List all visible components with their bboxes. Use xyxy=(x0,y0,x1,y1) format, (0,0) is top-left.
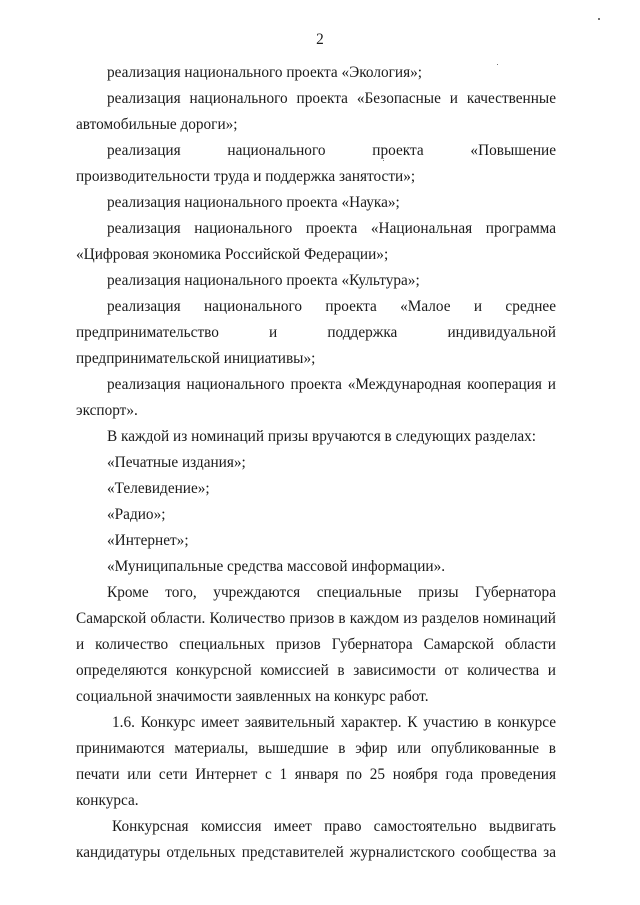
paragraph-section-tv: «Телевидение»; xyxy=(107,480,210,497)
paragraph-project-productivity: реализация национального проекта «Повышение производительности труда и поддержка занятости»; xyxy=(76,142,556,185)
page-number: 2 xyxy=(316,31,324,48)
paragraph-project-small-business: реализация национального проекта «Малое и среднее предпринимательство и поддержка индивидуальной предпринимательской инициативы»; xyxy=(76,298,556,367)
paragraph-project-export: реализация национального проекта «Международная кооперация и экспорт». xyxy=(76,376,556,419)
scan-speck xyxy=(598,18,600,20)
paragraph-section-print: «Печатные издания»; xyxy=(107,454,246,471)
paragraph-project-roads: реализация национального проекта «Безопасные и качественные автомобильные дороги»; xyxy=(76,90,556,133)
paragraph-special-prizes: Кроме того, учреждаются специальные призы Губернатора Самарской области. Количество призов в каждом из разделов номинаций и количество специальных призов Губернатора Самарской области определяются конкурсной комиссией в зависимости от количества и социальной значимости заявленных на конкурс работ. xyxy=(76,584,556,705)
paragraph-sections-intro: В каждой из номинаций призы вручаются в следующих разделах: xyxy=(107,428,537,445)
paragraph-clause-1-6: 1.6. Конкурс имеет заявительный характер. К участию в конкурсе принимаются материалы, вышедшие в эфир или опубликованные в печати или сети Интернет с 1 января по 25 ноября года проведения конкурса. xyxy=(76,714,556,809)
paragraph-section-radio: «Радио»; xyxy=(107,506,166,523)
paragraph-project-science: реализация национального проекта «Наука»; xyxy=(107,194,400,211)
document-body xyxy=(76,60,556,866)
paragraph-section-internet: «Интернет»; xyxy=(107,532,189,549)
paragraph-project-ecology: реализация национального проекта «Экология»; xyxy=(107,64,423,81)
paragraph-commission-rights: Конкурсная комиссия имеет право самостоятельно выдвигать кандидатуры отдельных представителей журналистского сообщества за xyxy=(76,818,556,861)
paragraph-project-culture: реализация национального проекта «Культура»; xyxy=(107,272,420,289)
paragraph-section-municipal: «Муниципальные средства массовой информации». xyxy=(107,558,446,575)
paragraph-project-digital-economy: реализация национального проекта «Национальная программа «Цифровая экономика Российской Федерации»; xyxy=(76,220,556,263)
scan-speck xyxy=(383,160,384,161)
scan-speck xyxy=(497,64,498,65)
